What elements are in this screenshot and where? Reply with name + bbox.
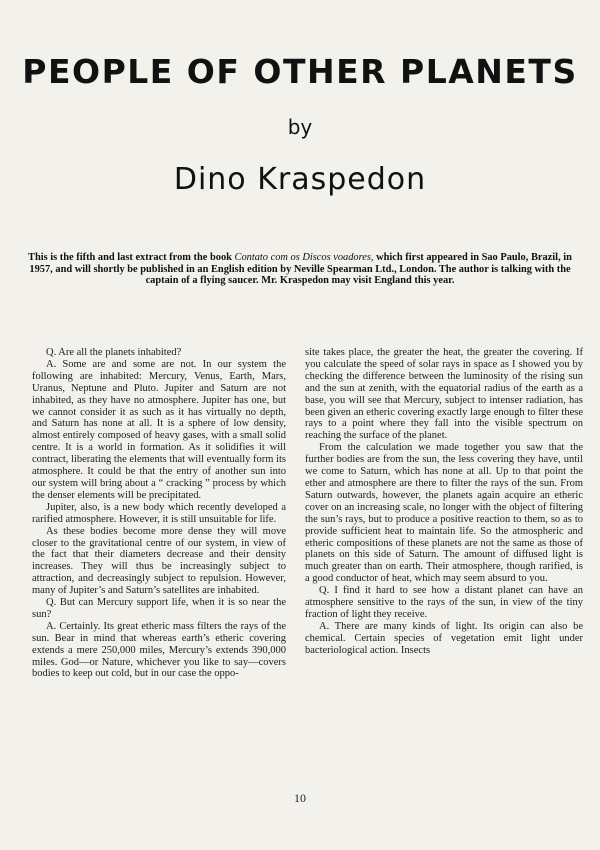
paragraph: Jupiter, also, is a new body which recently developed a rarified atmosphere. However, it is still unsuitable for life. [32,501,286,525]
paragraph: Q. Are all the planets inhabited? [46,347,182,358]
page-number: 10 [294,791,306,805]
intro-book-title: Contato com os Discos voadores, [234,252,374,263]
right-column [305,347,583,657]
paragraph: A. Some are and some are not. In our system the following are inhabited: Mercury, Venus, Earth, Mars, Uranus, Neptune and Pluto. Jupiter and Saturn are not inhabited, as they have no atmosphere. Jupiter has one, but we cannot consider it as such as it has virtually no depth, and Saturn has none at all. It is a sphere of low density, almost entirely composed of heavy gases, with a small solid centre. It is a world in formation. As it solidifies it will contract, liberating the elements that will eventually form its atmosphere. It could be that the entry of another sun into our system will bring about a “ cracking ” process by which the denser elements will be precipitated. [32,358,286,501]
paragraph: site takes place, the greater the heat, the greater the covering. If you calculate the speed of solar rays in space as I showed you by checking the difference between the luminosity of the rising sun and the sun at zenith, with the equatorial radius of the earth as a base, you will see that Mercury, subject to intenser radiation, has been given an etheric covering exactly large enough to filter these rays to a point where they fall into the visible spectrum on reaching the surface of the planet. [305,347,583,442]
paragraph: From the calculation we made together you saw that the further bodies are from the sun, the less covering they have, until we come to Saturn, which has none at all. Up to that point the ether and atmosphere are there to filter the rays of the sun. From Saturn outwards, however, the planets again acquire an etheric cover on an increasing scale, no longer with the object of filtering the sun’s rays, but to produce a positive reaction to them, so as to provide sufficient heat to maintain life. So the atmospheric and etheric compositions of these planets are not the same as those of planets on this side of Saturn. The amount of diffused light is much greater than on earth. Their atmosphere, though rarified, is a good conductor of heat, which may seem absurd to you. [305,442,583,585]
paragraph: As these bodies become more dense they will move closer to the gravitational centre of our system, in view of the fact that their diameters decrease and their density increases. They will thus be increasingly subject to attraction, and decreasingly subject to repulsion. However, many of Jupiter’s and Saturn’s satellites are inhabited. [32,525,286,597]
paragraph: Q. I find it hard to see how a distant planet can have an atmosphere sensitive to the rays of the sun, in view of the tiny fraction of light they receive. [305,585,583,620]
intro-paragraph [24,252,576,287]
intro-text-after: which first appeared in Sao Paulo, Brazil, in 1957, and will shortly be published in an English edition by Neville Spearman Ltd., London. The author is talking with the captain of a flying saucer. Mr. Kraspedon may visit England this year. [29,252,572,286]
paragraph: A. Certainly. Its great etheric mass filters the rays of the sun. Bear in mind that whereas earth’s etheric covering extends a mere 250,000 miles, Mercury’s extends 390,000 miles. God—or Nature, whichever you like to say—covers bodies to keep out cold, but in our case the oppo- [32,620,286,680]
paragraph: A. There are many kinds of light. Its origin can also be chemical. Certain species of vegetation emit light under bacteriological action. Insects [305,620,583,656]
intro-text-before: This is the fifth and last extract from the book [28,252,235,263]
article-title: PEOPLE OF OTHER PLANETS [22,52,578,91]
byline: by [287,115,313,139]
author-name: Dino Kraspedon [173,162,427,197]
paragraph: Q. But can Mercury support life, when it is so near the sun? [32,597,286,620]
left-column [32,347,286,680]
